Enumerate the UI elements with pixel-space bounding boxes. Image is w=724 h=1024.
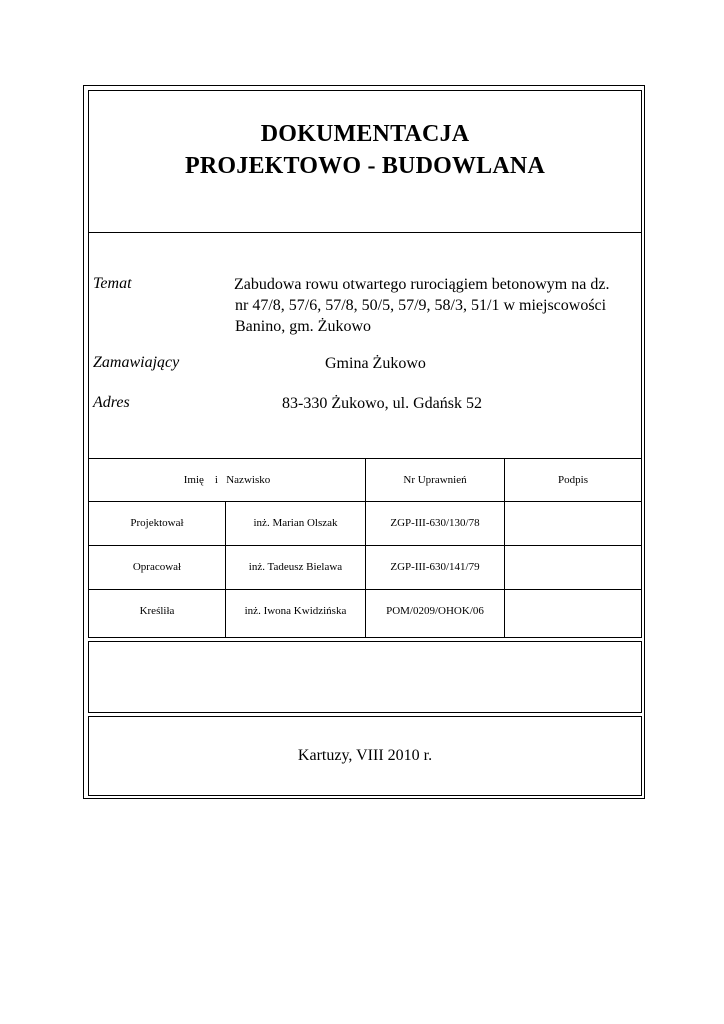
footer-section (88, 716, 642, 796)
row-role: Projektował (130, 517, 184, 529)
title-separator (89, 232, 641, 233)
row-license: ZGP-III-630/130/78 (390, 517, 480, 529)
row-license: ZGP-III-630/141/79 (390, 561, 480, 573)
topic-line-2: nr 47/8, 57/6, 57/8, 50/5, 57/9, 58/3, 51/1 w miejscowości (235, 297, 607, 314)
row-name: inż. Iwona Kwidzińska (244, 605, 347, 617)
header-name: Imię i Nazwisko (183, 474, 271, 486)
address-label: Adres (93, 394, 130, 411)
row-name: inż. Marian Olszak (253, 517, 338, 529)
topic-line-1: Zabudowa rowu otwartego rurociągiem betonowym na dz. (234, 276, 610, 293)
address-value: 83-330 Żukowo, ul. Gdańsk 52 (282, 395, 482, 412)
main-section (88, 90, 642, 638)
place-date: Kartuzy, VIII 2010 r. (297, 747, 433, 764)
topic-label: Temat (93, 275, 132, 292)
document-title-line-1: DOKUMENTACJA (260, 121, 470, 147)
row-license: POM/0209/OHOK/06 (386, 605, 484, 617)
row-role: Kreśliła (139, 605, 175, 617)
client-value: Gmina Żukowo (325, 355, 426, 372)
header-license: Nr Uprawnień (403, 474, 467, 486)
document-title-line-2: PROJEKTOWO - BUDOWLANA (185, 153, 545, 179)
header-signature: Podpis (558, 474, 588, 486)
empty-section (88, 641, 642, 713)
row-role: Opracował (132, 561, 182, 573)
topic-line-3: Banino, gm. Żukowo (235, 318, 371, 335)
client-label: Zamawiający (93, 354, 180, 371)
row-name: inż. Tadeusz Bielawa (248, 561, 343, 573)
